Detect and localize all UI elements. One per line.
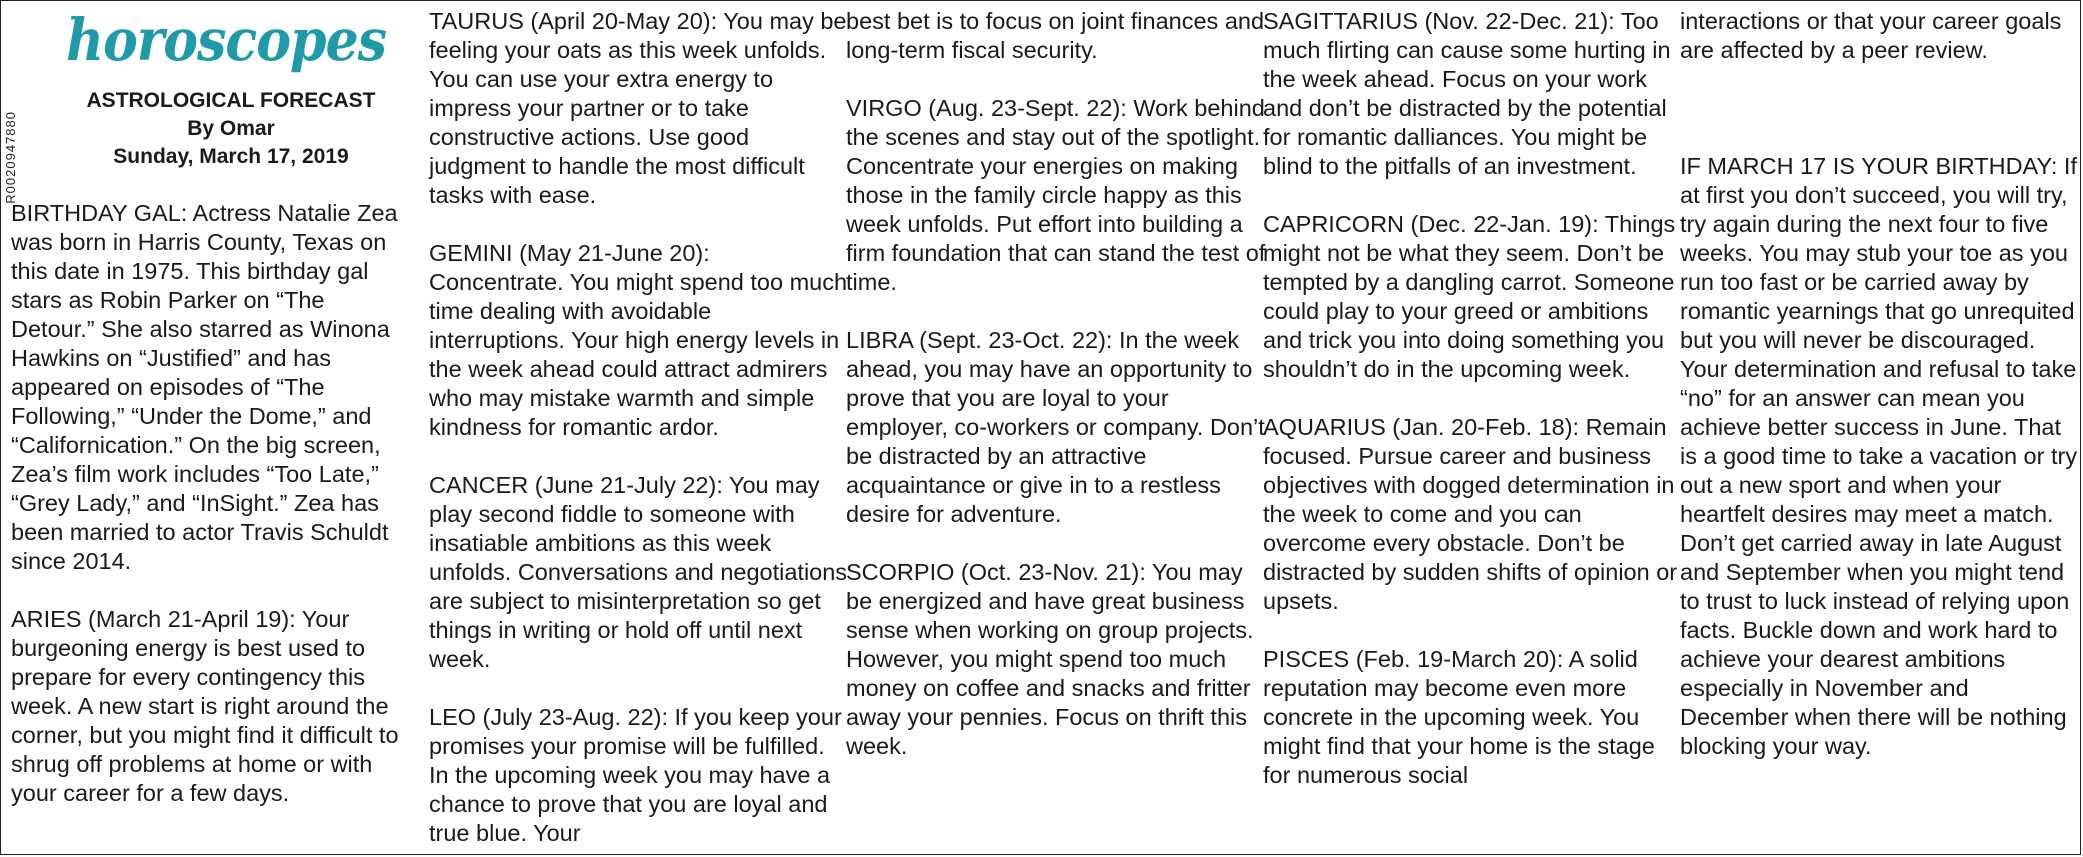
libra-paragraph: LIBRA (Sept. 23-Oct. 22): In the week ahead, you may have an opportunity to prove that you are loyal to your employer, co-workers or company. Don’t be distracted by an attractive acquaintance or give in to a restless desire for adventure. [846, 327, 1265, 527]
leo-paragraph-end: best bet is to focus on joint finances and long-term fiscal security. [846, 8, 1265, 63]
birthday-gal-paragraph: BIRTHDAY GAL: Actress Natalie Zea was born in Harris County, Texas on this date in 1975. This birthday gal stars as Robin Parker on “The Detour.” She also starred as Winona Hawkins on “Justified” and has appeared on episodes of “The Following,” “Under the Dome,” and “Californication.” On the big screen, Zea’s film work includes “Too Late,” “Grey Lady,” and “InSight.” Zea has been married to actor Travis Schuldt since 2014. [11, 200, 398, 574]
gemini-paragraph: GEMINI (May 21-June 20): Concentrate. You might spend too much time dealing with avoidable interruptions. Your high energy levels in the week ahead could attract admirers who may mistake warmth and simple kindness for romantic ardor. [429, 240, 848, 440]
aries-paragraph: ARIES (March 21-April 19): Your burgeoning energy is best used to prepare for every contingency this week. A new start is right around the corner, but you might find it difficult to shrug off problems at home or with your career for a few days. [11, 606, 399, 806]
byline-title: ASTROLOGICAL FORECAST [86, 89, 376, 112]
capricorn-paragraph: CAPRICORN (Dec. 22-Jan. 19): Things might not be what they seem. Don’t be tempted by a dangling carrot. Someone could play to your greed or ambitions and trick you into doing something you shouldn’t do in the upcoming week. [1263, 211, 1676, 382]
column-4 [1263, 7, 1683, 790]
aquarius-paragraph: AQUARIUS (Jan. 20-Feb. 18): Remain focused. Pursue career and business objectives with dogged determination in the week to come and you can overcome every obstacle. Don’t be distracted by sudden shifts of opinion or upsets. [1263, 414, 1678, 614]
scorpio-paragraph: SCORPIO (Oct. 23-Nov. 21): You may be energized and have great business sense when working on group projects. However, you might spend too much money on coffee and snacks and fritter away your pennies. Focus on thrift this week. [846, 559, 1254, 759]
taurus-paragraph: TAURUS (April 20-May 20): You may be feeling your oats as this week unfolds. You can use your extra energy to impress your partner or to take constructive actions. Use good judgment to handle the most difficult tasks with ease. [429, 8, 847, 208]
virgo-paragraph: VIRGO (Aug. 23-Sept. 22): Work behind the scenes and stay out of the spotlight. Concentrate your energies on making those in the family circle happy as this week unfolds. Put effort into building a firm foundation that can stand the test of time. [846, 95, 1266, 295]
column-2 [429, 7, 849, 848]
cancer-paragraph: CANCER (June 21-July 22): You may play second fiddle to someone with insatiable ambitions as this week unfolds. Conversations and negotiations are subject to misinterpretation so get things in writing or hold off until next week. [429, 472, 848, 672]
side-id: R0020947880 [3, 111, 18, 204]
column-3 [846, 7, 1266, 761]
byline-date: Sunday, March 17, 2019 [113, 145, 349, 168]
byline [11, 87, 411, 171]
leo-paragraph-start: LEO (July 23-Aug. 22): If you keep your promises your promise will be fulfilled. In the upcoming week you may have a chance to prove that you are loyal and true blue. Your [429, 704, 842, 846]
column-5 [1680, 7, 2080, 761]
pisces-paragraph-end: interactions or that your career goals are affected by a peer review. [1680, 8, 2062, 63]
birthday-forecast-paragraph: IF MARCH 17 IS YOUR BIRTHDAY: If at first you don’t succeed, you will try, try again during the next four to five weeks. You may stub your toe as you run too fast or be carried away by romantic yearnings that go unrequited but you will never be discouraged. Your determination and refusal to take “no” for an answer can mean you achieve better success in June. That is a good time to take a vacation or try out a new sport and when your heartfelt desires may meet a match. Don’t get carried away in late August and September when you might tend to trust to luck instead of relying upon facts. Buckle down and work hard to achieve your dearest ambitions especially in November and December when there will be nothing blocking your way. [1680, 153, 2078, 759]
pisces-paragraph-start: PISCES (Feb. 19-March 20): A solid reputation may become even more concrete in the upcoming week. You might find that your home is the stage for numerous social [1263, 646, 1655, 788]
byline-author: By Omar [187, 117, 275, 140]
masthead: horoscopes [66, 6, 387, 74]
column-1 [11, 7, 411, 808]
sagittarius-paragraph: SAGITTARIUS (Nov. 22-Dec. 21): Too much flirting can cause some hurting in the week ahead. Focus on your work and don’t be distracted by the potential for romantic dalliances. You might be blind to the pitfalls of an investment. [1263, 8, 1671, 179]
